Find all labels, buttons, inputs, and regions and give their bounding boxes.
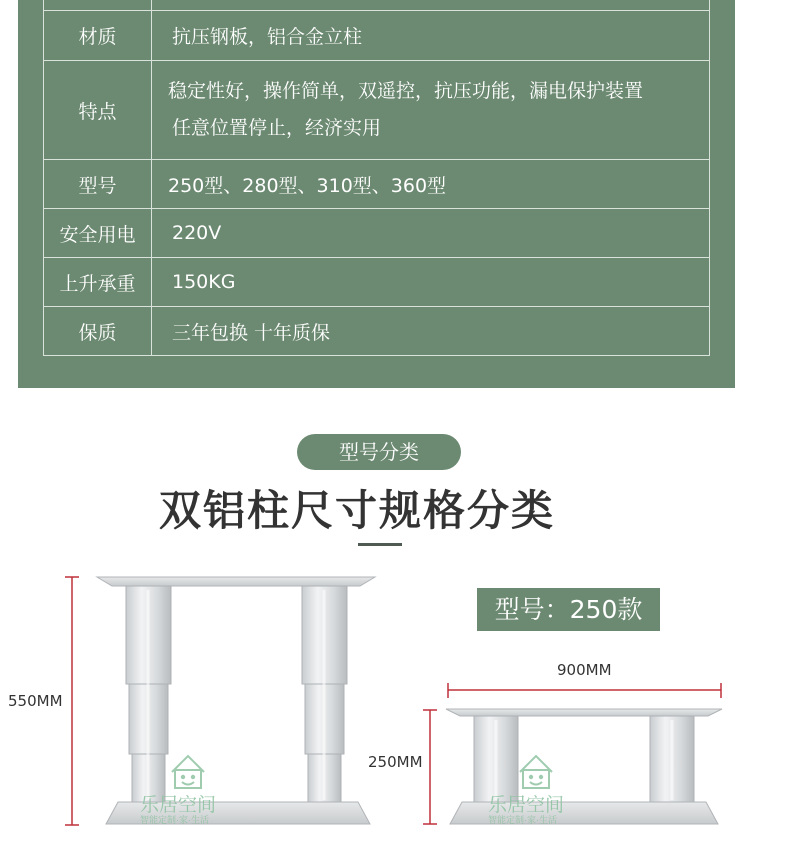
spec-value xyxy=(152,61,710,160)
house-logo-icon xyxy=(520,756,552,788)
watermark-slogan: 智能定制·家·生活 xyxy=(140,815,209,825)
spec-table xyxy=(43,0,710,356)
spec-key xyxy=(44,0,152,11)
spec-key: 安全用电 xyxy=(44,209,152,258)
spec-row-warranty xyxy=(44,307,710,356)
section-badge: 型号分类 xyxy=(297,434,461,470)
spec-key: 型号 xyxy=(44,160,152,209)
right-height-dimension xyxy=(423,710,437,824)
section-title: 双铝柱尺寸规格分类 xyxy=(158,486,555,535)
spec-value: 250型、280型、310型、360型 xyxy=(152,160,710,209)
spec-row-power xyxy=(44,209,710,258)
spec-value: 220V xyxy=(152,209,710,258)
spec-key: 材质 xyxy=(44,11,152,61)
left-height-label: 550MM xyxy=(8,692,63,710)
watermark-brand: 乐居空间 xyxy=(488,795,565,816)
right-width-label: 900MM xyxy=(557,661,612,679)
watermark-brand: 乐居空间 xyxy=(140,795,217,816)
spec-value: 抗压钢板，铝合金立柱 xyxy=(152,11,710,61)
spec-value: 150KG xyxy=(152,258,710,307)
spec-row-model xyxy=(44,160,710,209)
watermark-slogan: 智能定制·家·生活 xyxy=(488,815,557,825)
spec-key: 特点 xyxy=(44,61,152,160)
model-label: 型号：250款 xyxy=(477,588,660,631)
right-width-dimension xyxy=(448,683,721,698)
spec-row-load xyxy=(44,258,710,307)
spec-value: 三年包换 十年质保 xyxy=(152,307,710,356)
left-height-dimension xyxy=(65,577,79,825)
spec-key: 保质 xyxy=(44,307,152,356)
lift-frame-tall xyxy=(97,577,375,824)
title-underline xyxy=(358,543,402,546)
spec-row-material xyxy=(44,11,710,61)
product-drawings xyxy=(0,560,790,849)
spec-value-line: 稳定性好，操作简单，双遥控，抗压功能，漏电保护装置 xyxy=(168,80,644,102)
spec-row-top xyxy=(44,0,710,11)
right-height-label: 250MM xyxy=(368,753,423,771)
spec-key: 上升承重 xyxy=(44,258,152,307)
house-logo-icon xyxy=(172,756,204,788)
spec-row-features xyxy=(44,61,710,160)
spec-value xyxy=(152,0,710,11)
spec-value-line: 任意位置停止，经济实用 xyxy=(172,117,382,139)
